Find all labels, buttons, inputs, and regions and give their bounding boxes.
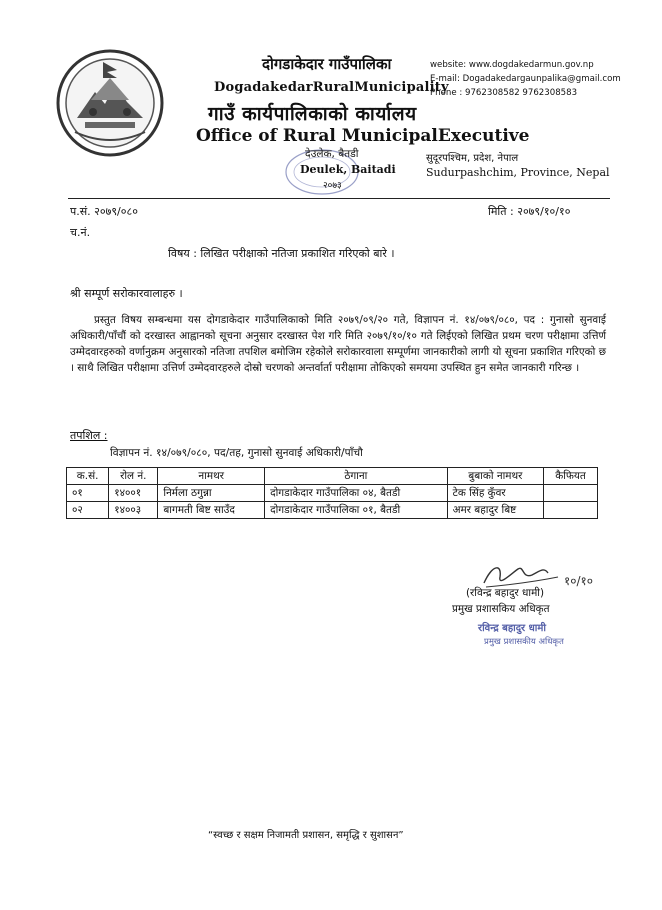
cell-father: टेक सिंह कुँवर [447,485,544,502]
table-header-row [67,468,598,485]
results-table [66,467,598,519]
municipality-name-nepali: दोगडाकेदार गाउँपालिका [262,55,392,73]
municipality-name-english: DogadakedarRuralMunicipality [214,80,449,95]
contact-block [430,58,621,100]
letter-date: मिति : २०७९/१०/१० [488,205,571,218]
col-serial: क.सं. [67,468,109,485]
cell-serial: ०१ [67,485,109,502]
cell-remarks [544,502,598,519]
place-english: Deulek, Baitadi [300,163,396,176]
dispatch-number: च.नं. [70,226,91,239]
province-english: Sudurpashchim, Province, Nepal [426,166,610,179]
col-remarks: कैफियत [544,468,598,485]
signatory-title: प्रमुख प्रशासकिय अधिकृत [452,603,550,615]
cell-roll: १४००१ [109,485,158,502]
footer-motto: “स्वच्छ र सक्षम निजामती प्रशासन, समृद्धि र सुशासन” [208,830,404,841]
letter-subject: विषय : लिखित परीक्षाको नतिजा प्रकाशित गरिएको बारे । [168,247,395,260]
website-text: website: www.dogdakedarmun.gov.np [430,60,594,70]
cell-name: निर्मला ठगुन्ना [158,485,265,502]
advertisement-line: विज्ञापन नं. १४/०७९/०८०, पद/तह, गुनासो सुनवाई अधिकारी/पाँचौ [110,447,363,459]
province-nepali: सुदूरपश्चिम, प्रदेश, नेपाल [426,153,519,164]
col-roll: रोल नं. [109,468,158,485]
table-row [67,485,598,502]
cell-roll: १४००३ [109,502,158,519]
cell-remarks [544,485,598,502]
col-address: ठेगाना [265,468,448,485]
seal-name: रविन्द्र बहादुर धामी [478,623,546,634]
col-father: बुबाको नामथर [447,468,544,485]
phone-text: Phone : 9762308582 9762308583 [430,88,578,98]
col-name: नामथर [158,468,265,485]
cell-address: दोगडाकेदार गाउँपालिका ०१, बैतडी [265,502,448,519]
cell-address: दोगडाकेदार गाउँपालिका ०४, बैतडी [265,485,448,502]
letter-body: प्रस्तुत विषय सम्बन्धमा यस दोगडाकेदार गाउँपालिकाको मिति २०७९/०९/२० गते, विज्ञापन नं. १४/०७९/०८०, पद : गुनासो सुनवाई अधिकारी/पाँचौं को दरखास्त आह्वानको सूचना अनुसार दरखास्त पेश गरि मिति २०७९/१०/१० गते लिईएको लिखित प्रथम चरण परीक्षामा उत्तिर्ण उम्मेदवारहरुको वर्णानुक्रम अनुसारको नतिजा तपशिल बमोजिम रहेकोले सरोकारवाला सम्पूर्णमा जानकारीको लागी यो सूचना प्रकाशित गरिएको छ । साथै लिखित परीक्षामा उत्तिर्ण उम्मेदवारहरुले दोस्रो चरणको अन्तर्वार्ता परीक्षामा तोकिएको समयमा उपस्थित हुन समेत जानकारी गरिन्छ । [70,314,606,374]
government-emblem-icon [55,48,165,158]
cell-name: बागमती बिष्ट साउँद [158,502,265,519]
salutation: श्री सम्पूर्ण सरोकारवालाहरु । [70,287,183,300]
email-text: E-mail: Dogadakedargaunpalika@gmail.com [430,74,621,84]
office-name-english: Office of Rural MunicipalExecutive [196,126,530,146]
signature-date: १०/१० [564,574,594,588]
place-year: २०७३ [323,181,342,191]
cell-serial: ०२ [67,502,109,519]
reference-number: प.सं. २०७९/०८० [70,205,138,218]
place-nepali: देउलेक, बैतडी [305,148,359,160]
header-divider [68,198,610,199]
seal-title: प्रमुख प्रशासकीय अधिकृत [484,637,564,647]
table-row [67,502,598,519]
details-label: तपशिल : [70,429,108,442]
signatory-name: (रविन्द्र बहादुर धामी) [466,587,545,599]
cell-father: अमर बहादुर बिष्ट [447,502,544,519]
office-name-nepali: गाउँ कार्यपालिकाको कार्यालय [208,103,417,125]
